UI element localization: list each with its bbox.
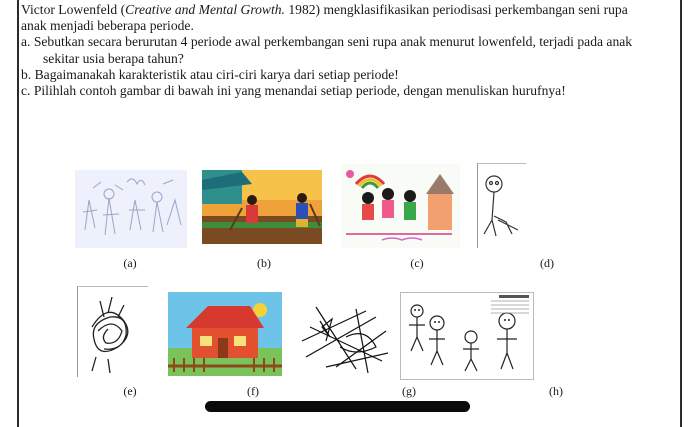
drawing-e [77,286,148,377]
intro-line-2: anak menjadi beberapa periode. [21,18,194,34]
caption-b: (b) [257,256,271,270]
caption-h: (h) [549,384,563,398]
drawing-d [477,163,526,248]
intro-line-1 [21,2,677,18]
intro-lead: Victor Lowenfeld ( [21,2,126,17]
caption-f: (f) [247,384,259,398]
question-b: b. Bagaimanakah karakteristik atau ciri-ciri karya dari setiap periode! [21,66,399,82]
drawing-a [75,170,187,248]
question-a-line-1: a. Sebutkan secara berurutan 4 periode awal perkembangan seni rupa anak menurut lowenfeld, terjadi pada anak [21,34,633,50]
caption-a: (a) [123,256,137,270]
caption-c: (c) [410,256,424,270]
page-border-left [17,0,19,427]
question-text [21,2,677,99]
drawing-g [296,297,394,377]
drawing-h [400,292,534,380]
intro-tail: 1982) mengklasifikasikan periodisasi perkembangan seni rupa [284,2,628,17]
page-border-right [680,0,682,427]
caption-d: (d) [540,256,554,270]
caption-g: (g) [402,384,416,398]
drawing-c [342,164,460,248]
question-a-line-2: sekitar usia berapa tahun? [43,50,184,66]
book-title: Creative and Mental Growth. [125,2,285,17]
drawing-b [202,170,322,244]
caption-e: (e) [123,384,137,398]
drawing-f [168,292,282,376]
question-c: c. Pilihlah contoh gambar di bawah ini yang menandai setiap periode, dengan menuliskan hurufnya! [21,83,566,99]
horizontal-scrollbar[interactable] [205,401,470,412]
